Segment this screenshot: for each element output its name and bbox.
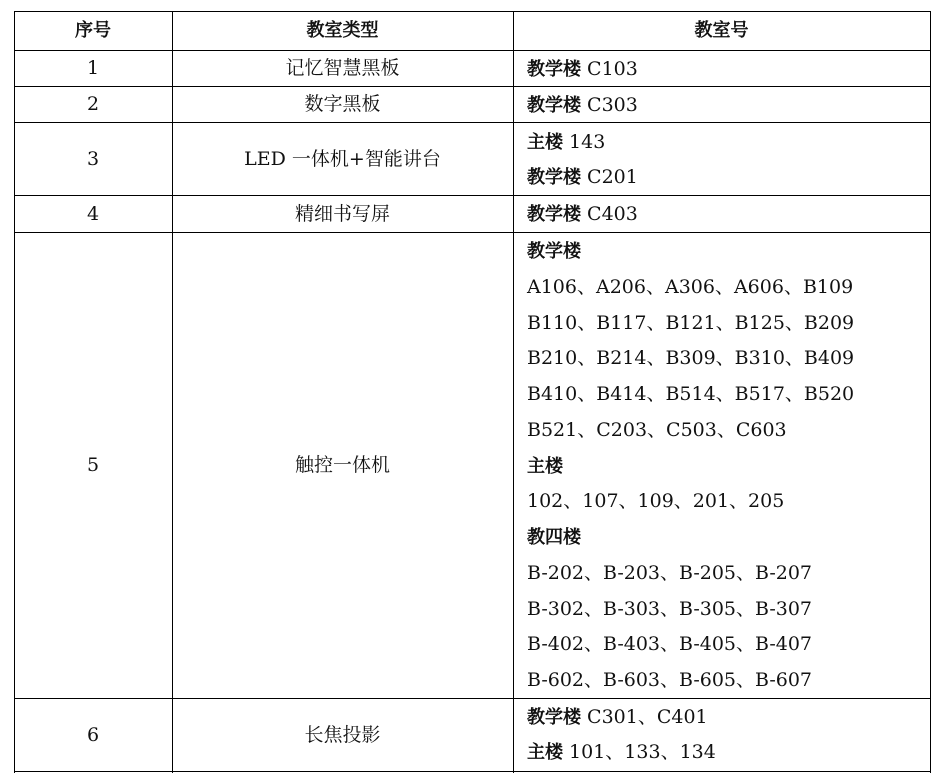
row-5-room-line xyxy=(527,348,854,369)
row-5-room-line xyxy=(527,527,581,548)
row-4-type: 精细书写屏 xyxy=(294,202,390,225)
header-room: 教室号 xyxy=(694,19,749,41)
row-4-room-line xyxy=(527,204,638,225)
row-2-type: 数字黑板 xyxy=(304,93,381,115)
table-bottom-border xyxy=(14,771,930,772)
room-numbers: B410、B414、B514、B517、B520 xyxy=(527,383,855,405)
header-type: 教室类型 xyxy=(306,19,379,41)
room-numbers: C103 xyxy=(581,58,638,80)
building-name: 教学楼 xyxy=(527,167,581,188)
row-5-room-line xyxy=(527,563,812,584)
room-numbers: B210、B214、B309、B310、B409 xyxy=(527,347,855,369)
row-1-room-line xyxy=(527,59,638,80)
row-5-room-line xyxy=(527,634,812,655)
room-numbers: B-302、B-303、B-305、B-307 xyxy=(527,598,813,620)
row-5-room-line xyxy=(527,384,854,405)
room-numbers: C403 xyxy=(581,203,638,225)
header-no: 序号 xyxy=(75,19,111,41)
row-1-no: 1 xyxy=(86,57,100,79)
building-name: 教学楼 xyxy=(527,95,581,116)
row-6-type: 长焦投影 xyxy=(304,723,381,746)
row-3-type: LED 一体机+智能讲台 xyxy=(244,147,441,170)
building-name: 教学楼 xyxy=(527,59,581,80)
room-numbers: B-202、B-203、B-205、B-207 xyxy=(527,562,813,584)
row-3-no: 3 xyxy=(86,147,100,170)
row-5-room-line xyxy=(527,313,854,334)
row-1-type: 记忆智慧黑板 xyxy=(285,57,400,79)
room-numbers: 143 xyxy=(563,131,606,153)
row-5-room-line xyxy=(527,491,784,512)
classroom-table xyxy=(14,11,930,773)
row-4-no: 4 xyxy=(86,202,100,225)
column-divider xyxy=(513,11,514,773)
building-name: 教学楼 xyxy=(527,241,581,262)
building-name: 主楼 xyxy=(527,742,563,763)
room-numbers: C201 xyxy=(581,166,638,188)
row-2-room-line xyxy=(527,95,638,116)
room-numbers: B521、C203、C503、C603 xyxy=(527,419,787,441)
row-5-type: 触控一体机 xyxy=(294,454,390,476)
row-5-room-line xyxy=(527,420,787,441)
table-right-border xyxy=(930,11,931,773)
building-name: 教学楼 xyxy=(527,204,581,225)
building-name: 主楼 xyxy=(527,132,563,153)
building-name: 教四楼 xyxy=(527,527,581,548)
building-name: 教学楼 xyxy=(527,707,581,728)
row-5-room-line xyxy=(527,670,812,691)
room-numbers: 102、107、109、201、205 xyxy=(527,490,785,512)
room-numbers: C303 xyxy=(581,94,638,116)
row-3-room-line xyxy=(527,167,638,188)
row-3-room-line xyxy=(527,132,605,153)
row-5-room-line xyxy=(527,277,853,298)
row-5-room-line xyxy=(527,599,812,620)
room-numbers: 101、133、134 xyxy=(563,741,716,763)
row-2-no: 2 xyxy=(86,93,100,115)
room-numbers: B-602、B-603、B-605、B-607 xyxy=(527,669,813,691)
room-numbers: A106、A206、A306、A606、B109 xyxy=(527,276,854,298)
building-name: 主楼 xyxy=(527,456,563,477)
row-6-room-line xyxy=(527,707,708,728)
row-5-room-line xyxy=(527,241,581,262)
room-numbers: B110、B117、B121、B125、B209 xyxy=(527,312,855,334)
row-5-no: 5 xyxy=(86,454,100,476)
row-5-room-line xyxy=(527,456,563,477)
room-numbers: C301、C401 xyxy=(581,706,708,728)
row-6-no: 6 xyxy=(86,723,100,746)
room-numbers: B-402、B-403、B-405、B-407 xyxy=(527,633,813,655)
row-6-room-line xyxy=(527,742,716,763)
